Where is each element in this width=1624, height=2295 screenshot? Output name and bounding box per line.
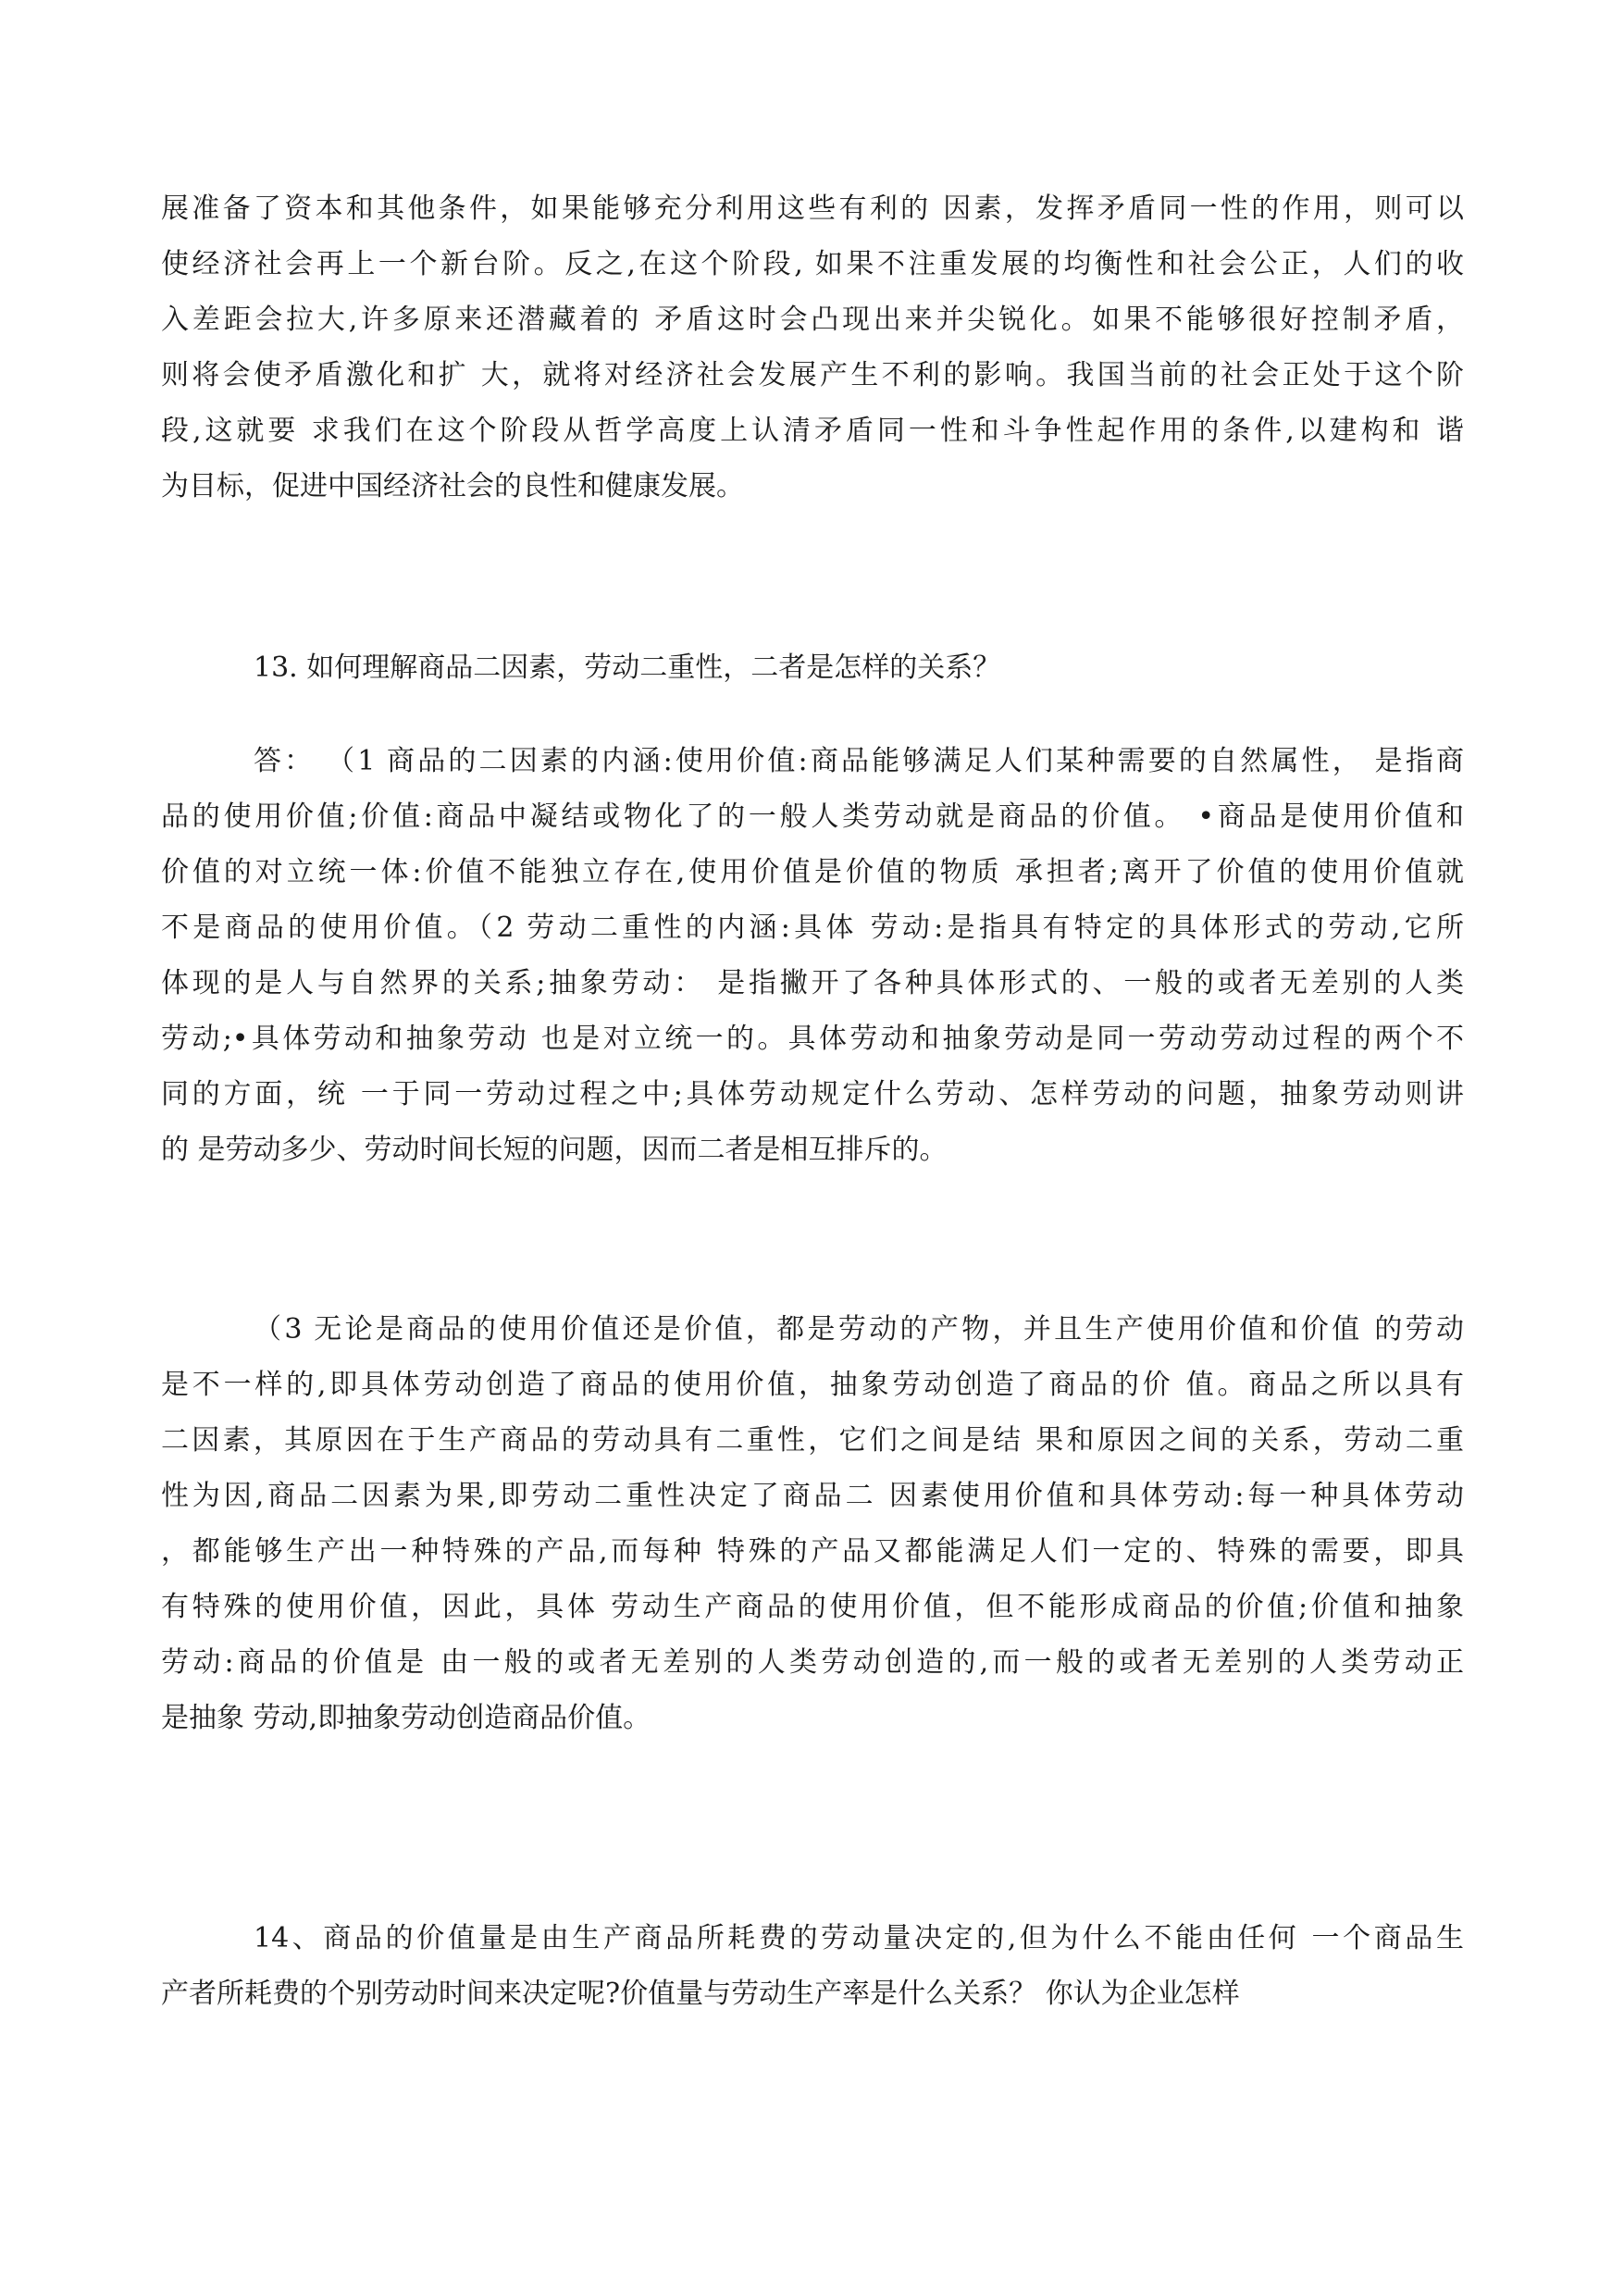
text-line: 产者所耗费的个别劳动时间来决定呢?价值量与劳动生产率是什么关系？ 你认为企业怎样 (161, 1978, 1240, 2010)
text-line: 使经济社会再上一个新台阶。反之,在这个阶段, 如果不注重发展的均衡性和社会公正，人们的收 (161, 248, 1464, 280)
text-line: 体现的是人与自然界的关系;抽象劳动： 是指撇开了各种具体形式的、一般的或者无差别的人类 (161, 967, 1464, 999)
text-line: 则将会使矛盾激化和扩 大，就将对经济社会发展产生不利的影响。我国当前的社会正处于这个阶 (161, 359, 1464, 391)
text-line: 不是商品的使用价值。（2 劳动二重性的内涵:具体 劳动:是指具有特定的具体形式的劳动,它所 (161, 912, 1464, 944)
text-line: 性为因,商品二因素为果,即劳动二重性决定了商品二 因素使用价值和具体劳动:每一种具体劳动 (161, 1480, 1464, 1512)
text-line: 是抽象 劳动,即抽象劳动创造商品价值。 (161, 1702, 651, 1734)
text-line: 展准备了资本和其他条件，如果能够充分利用这些有利的 因素，发挥矛盾同一性的作用，则可以 (161, 192, 1464, 225)
text-line: 入差距会拉大,许多原来还潜藏着的 矛盾这时会凸现出来并尖锐化。如果不能够很好控制矛盾， (161, 304, 1464, 336)
question-14 (161, 1911, 1464, 2022)
text-line: 段,这就要 求我们在这个阶段从哲学高度上认清矛盾同一性和斗争性起作用的条件,以建构和 谐 (161, 415, 1464, 447)
text-line: 答： （1 商品的二因素的内涵:使用价值:商品能够满足人们某种需要的自然属性， 是指商 (254, 745, 1464, 777)
answer-13-part-3 (161, 1302, 1464, 1746)
text-line: 14、商品的价值量是由生产商品所耗费的劳动量决定的,但为什么不能由任何 一个商品生 (254, 1922, 1464, 1954)
question-heading: 13. 如何理解商品二因素，劳动二重性，二者是怎样的关系？ (254, 651, 1001, 684)
text-line: 价值的对立统一体:价值不能独立存在,使用价值是价值的物质 承担者;离开了价值的使用价值就 (161, 856, 1464, 888)
paragraph-contradiction-stage (161, 181, 1464, 515)
text-line: 是不一样的,即具体劳动创造了商品的使用价值，抽象劳动创造了商品的价 值。商品之所以具有 (161, 1369, 1464, 1401)
text-line: 品的使用价值;价值:商品中凝结或物化了的一般人类劳动就是商品的价值。 •商品是使用价值和 (161, 800, 1464, 833)
text-line: 为目标，促进中国经济社会的良性和健康发展。 (161, 470, 744, 502)
text-line: ，都能够生产出一种特殊的产品,而每种 特殊的产品又都能满足人们一定的、特殊的需要，即具 (161, 1535, 1464, 1568)
text-line: 同的方面，统 一于同一劳动过程之中;具体劳动规定什么劳动、怎样劳动的问题，抽象劳动则讲 (161, 1078, 1464, 1110)
text-line: 劳动:商品的价值是 由一般的或者无差别的人类劳动创造的,而一般的或者无差别的人类劳动正 (161, 1646, 1464, 1679)
text-line: 劳动;•具体劳动和抽象劳动 也是对立统一的。具体劳动和抽象劳动是同一劳动劳动过程的两个不 (161, 1023, 1464, 1055)
text-line: 二因素，其原因在于生产商品的劳动具有二重性，它们之间是结 果和原因之间的关系，劳动二重 (161, 1424, 1464, 1457)
text-line: 有特殊的使用价值，因此，具体 劳动生产商品的使用价值，但不能形成商品的价值;价值和抽象 (161, 1591, 1464, 1623)
question-13 (161, 640, 1464, 696)
text-line: （3 无论是商品的使用价值还是价值，都是劳动的产物，并且生产使用价值和价值 的劳动 (254, 1313, 1464, 1346)
answer-13-part-1-2 (161, 734, 1464, 1178)
text-line: 的 是劳动多少、劳动时间长短的问题，因而二者是相互排斥的。 (161, 1134, 948, 1166)
